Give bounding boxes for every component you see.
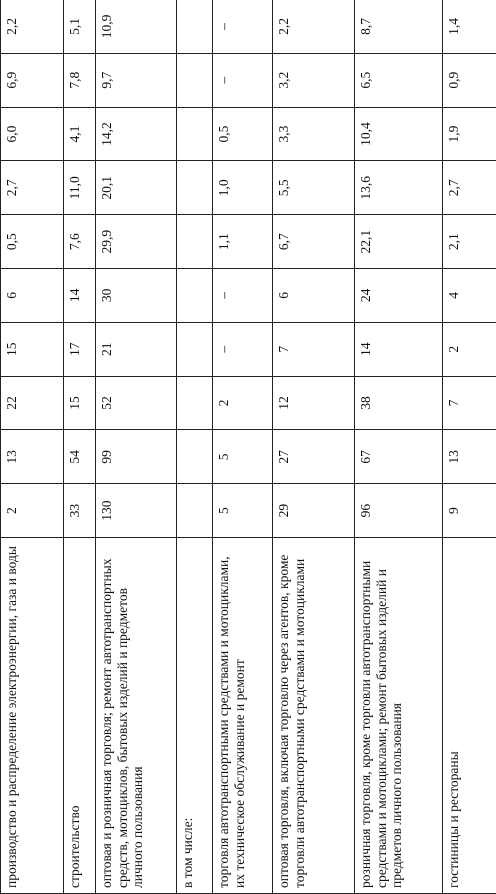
table-row <box>1 0 64 894</box>
value-cell: 1,4 <box>443 0 496 53</box>
value-cell: 10,4 <box>355 107 443 161</box>
value-cell <box>177 0 213 53</box>
value-cell: 7,8 <box>64 53 96 107</box>
value-cell: 20,1 <box>96 161 177 215</box>
row-label: гостиницы и рестораны <box>443 538 496 894</box>
value-cell: 9,7 <box>96 53 177 107</box>
value-cell <box>177 484 213 538</box>
row-label: оптовая и розничная торговля; ремонт автотранспортных средств, мотоциклов, бытовых изделий и предметов личного пользования <box>96 538 177 894</box>
value-cell: 7 <box>273 322 355 376</box>
value-cell <box>177 53 213 107</box>
value-cell <box>177 430 213 484</box>
value-cell: 8,7 <box>355 0 443 53</box>
value-cell: 14 <box>64 269 96 323</box>
value-cell: 2,2 <box>273 0 355 53</box>
value-cell: 13 <box>443 430 496 484</box>
value-cell: 29,9 <box>96 215 177 269</box>
value-cell: 2 <box>1 484 64 538</box>
value-cell: 2 <box>443 322 496 376</box>
value-cell: 2,7 <box>443 161 496 215</box>
value-cell: 2,1 <box>443 215 496 269</box>
table-row <box>443 0 496 894</box>
value-cell: 99 <box>96 430 177 484</box>
table-row <box>213 0 273 894</box>
value-cell: – <box>213 322 273 376</box>
value-cell: 1,1 <box>213 215 273 269</box>
value-cell: 11,0 <box>64 161 96 215</box>
table-row <box>273 0 355 894</box>
value-cell: 24 <box>355 269 443 323</box>
value-cell: 4 <box>443 269 496 323</box>
row-label: торговля автотранспортными средствами и мотоциклами, их техническое обслуживание и ремонт <box>213 538 273 894</box>
value-cell: 6,7 <box>273 215 355 269</box>
value-cell: 1,0 <box>213 161 273 215</box>
value-cell: 96 <box>355 484 443 538</box>
value-cell: 17 <box>64 322 96 376</box>
value-cell: 22 <box>1 376 64 430</box>
value-cell <box>177 269 213 323</box>
value-cell: 5 <box>213 484 273 538</box>
value-cell: 2,2 <box>1 0 64 53</box>
value-cell: 6,0 <box>1 107 64 161</box>
row-label: строительство <box>64 538 96 894</box>
value-cell: 6 <box>1 269 64 323</box>
value-cell: 22,1 <box>355 215 443 269</box>
value-cell: 13 <box>1 430 64 484</box>
value-cell: 13,6 <box>355 161 443 215</box>
table-row <box>64 0 96 894</box>
value-cell: 12 <box>273 376 355 430</box>
value-cell <box>177 322 213 376</box>
row-label: розничная торговля, кроме торговли автотранспортными средствами и мотоциклами; ремонт бытовых изделий и предметов личного пользования <box>355 538 443 894</box>
value-cell: 6 <box>273 269 355 323</box>
value-cell: 2,7 <box>1 161 64 215</box>
table-row <box>96 0 177 894</box>
value-cell: 15 <box>1 322 64 376</box>
value-cell: 21 <box>96 322 177 376</box>
value-cell: – <box>213 269 273 323</box>
value-cell: 10,9 <box>96 0 177 53</box>
table-row <box>355 0 443 894</box>
row-label: производство и распределение электроэнергии, газа и воды <box>1 538 64 894</box>
value-cell: 38 <box>355 376 443 430</box>
value-cell: 6,5 <box>355 53 443 107</box>
value-cell: – <box>213 53 273 107</box>
value-cell: 0,5 <box>1 215 64 269</box>
value-cell: 6,9 <box>1 53 64 107</box>
value-cell: 5,5 <box>273 161 355 215</box>
table-row <box>177 0 213 894</box>
value-cell: 3,2 <box>273 53 355 107</box>
value-cell: 52 <box>96 376 177 430</box>
value-cell: 54 <box>64 430 96 484</box>
value-cell: 5 <box>213 430 273 484</box>
value-cell: 29 <box>273 484 355 538</box>
value-cell <box>177 161 213 215</box>
value-cell: 4,1 <box>64 107 96 161</box>
table-body <box>1 0 496 894</box>
value-cell: 67 <box>355 430 443 484</box>
value-cell: 14 <box>355 322 443 376</box>
value-cell: 0,5 <box>213 107 273 161</box>
value-cell: 1,9 <box>443 107 496 161</box>
value-cell <box>177 215 213 269</box>
row-label: в том числе: <box>177 538 213 894</box>
value-cell: 33 <box>64 484 96 538</box>
value-cell <box>177 376 213 430</box>
value-cell: 7 <box>443 376 496 430</box>
value-cell: 14,2 <box>96 107 177 161</box>
value-cell: 30 <box>96 269 177 323</box>
value-cell: 3,3 <box>273 107 355 161</box>
value-cell: – <box>213 0 273 53</box>
value-cell: 5,1 <box>64 0 96 53</box>
value-cell: 0,9 <box>443 53 496 107</box>
value-cell: 9 <box>443 484 496 538</box>
value-cell <box>177 107 213 161</box>
value-cell: 27 <box>273 430 355 484</box>
value-cell: 15 <box>64 376 96 430</box>
value-cell: 7,6 <box>64 215 96 269</box>
row-label: оптовая торговля, включая торговлю через агентов, кроме торговли автотранспортными средствами и мотоциклами <box>273 538 355 894</box>
value-cell: 130 <box>96 484 177 538</box>
value-cell: 2 <box>213 376 273 430</box>
